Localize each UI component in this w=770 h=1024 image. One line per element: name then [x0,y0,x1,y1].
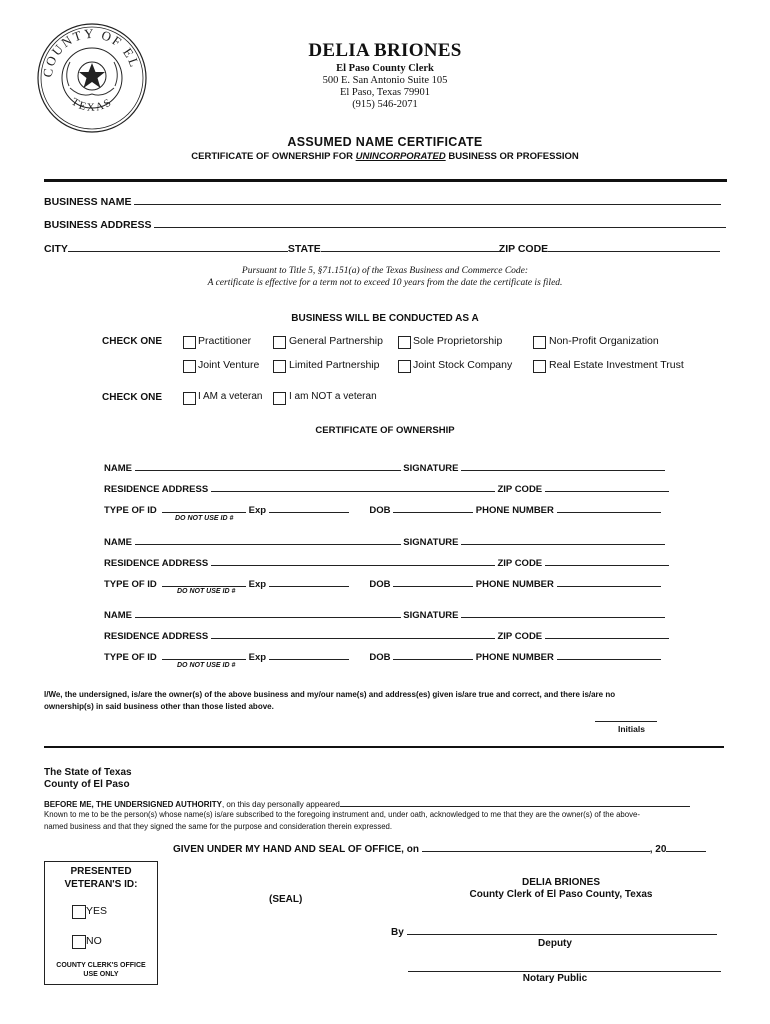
owner3-phone-label: PHONE NUMBER [475,652,554,663]
owner1-residence-row [104,482,669,495]
owner2-residence-field[interactable] [211,556,495,566]
seal-bottom-text: TEXAS [69,95,115,114]
owner1-residence-label: RESIDENCE ADDRESS [104,484,209,495]
owner2-signature-field[interactable] [461,535,665,545]
general-partnership-checkbox[interactable] [273,336,286,349]
given-date-field[interactable] [422,842,650,852]
clerk-title: El Paso County Clerk [336,63,434,74]
before-me-bold: BEFORE ME, THE UNDERSIGNED AUTHORITY [44,800,222,809]
owner2-name-field[interactable] [135,535,401,545]
office-no-label: NO [86,935,102,947]
practitioner-checkbox[interactable] [183,336,196,349]
owner3-id-field[interactable] [162,650,246,660]
veteran-no-label: I am NOT a veteran [289,391,377,402]
joint-stock-checkbox[interactable] [398,360,411,373]
check-one-label-1: CHECK ONE [102,336,163,347]
form-title: ASSUMED NAME CERTIFICATE [287,135,483,149]
zip-field[interactable] [548,242,720,252]
ownership-heading: CERTIFICATE OF OWNERSHIP [315,425,455,436]
owner2-name-row [104,535,665,548]
by-label: By [391,927,404,938]
city-field[interactable] [68,242,288,252]
year-field[interactable] [666,842,706,852]
sole-proprietorship-checkbox[interactable] [398,336,411,349]
limited-partnership-checkbox[interactable] [273,360,286,373]
business-address-row [44,218,726,231]
appeared-name-field[interactable] [340,799,690,807]
year-prefix: , 20 [649,844,667,855]
owner3-name-label: NAME [104,610,132,621]
known-line-2: named business and that they signed the same for the purpose and consideration therein expressed. [44,822,393,831]
clerk-phone: (915) 546-2071 [352,99,418,110]
veteran-yes-checkbox[interactable] [183,392,196,405]
owner1-dob-label: DOB [369,505,391,516]
owner2-id-field[interactable] [162,577,246,587]
city-state-zip-row [44,242,720,255]
owner1-signature-field[interactable] [461,461,665,471]
city-label: CITY [44,243,68,255]
given-under-row [173,842,706,855]
joint-venture-label: Joint Venture [198,359,260,371]
non-profit-checkbox[interactable] [533,336,546,349]
deputy-label: Deputy [538,938,572,949]
reit-checkbox[interactable] [533,360,546,373]
owner3-dob-label: DOB [369,652,391,663]
general-partnership-label: General Partnership [289,335,383,347]
form-subtitle [0,151,770,162]
owner2-phone-label: PHONE NUMBER [475,579,554,590]
statement-line-1: I/We, the undersigned, is/are the owner(s) of the above business and my/our name(s) and address(es) given is/are true and correct, and there is/are no [44,690,616,699]
owner3-name-field[interactable] [135,608,401,618]
state-of-texas: The State of Texas [44,767,132,778]
owner1-name-row [104,461,665,474]
reit-label: Real Estate Investment Trust [549,359,684,371]
state-label: STATE [287,243,321,255]
limited-partnership-label: Limited Partnership [289,359,380,371]
owner2-do-not-use: DO NOT USE ID # [177,588,236,595]
owner3-type-id-label: TYPE OF ID [104,652,157,663]
owner3-signature-label: SIGNATURE [403,610,459,621]
non-profit-label: Non-Profit Organization [549,335,659,347]
check-one-label-2: CHECK ONE [102,392,163,403]
owner2-type-id-label: TYPE OF ID [104,579,157,590]
owner1-signature-label: SIGNATURE [403,463,459,474]
owner3-exp-label: Exp [248,652,267,663]
seal-label: (SEAL) [269,894,303,905]
business-name-row [44,195,721,208]
owner3-name-row [104,608,665,621]
owner1-name-field[interactable] [135,461,401,471]
form-subtitle-after: BUSINESS OR PROFESSION [445,151,579,162]
owner2-exp-field[interactable] [269,577,349,587]
owner3-dob-field[interactable] [393,650,473,660]
owner1-type-id-label: TYPE OF ID [104,505,157,516]
form-subtitle-emph: UNINCORPORATED [355,151,446,162]
owner2-zip-label: ZIP CODE [497,558,543,569]
initials-field[interactable] [595,714,657,722]
owner3-phone-field[interactable] [557,650,661,660]
veteran-no-checkbox[interactable] [273,392,286,405]
seal-top-text: COUNTY OF EL [39,25,143,79]
pursuant-line-1: Pursuant to Title 5, §71.151(a) of the Texas Business and Commerce Code: [241,266,529,276]
owner2-residence-row [104,556,669,569]
owner1-name-label: NAME [104,463,132,474]
business-address-field[interactable] [154,218,726,228]
before-me-row [44,799,690,809]
owner1-dob-field[interactable] [393,503,473,513]
joint-stock-label: Joint Stock Company [413,359,513,371]
clerk-name: DELIA BRIONES [308,40,462,61]
owner1-residence-field[interactable] [211,482,495,492]
statement-line-2: ownership(s) in said business other than those listed above. [44,702,274,711]
owner3-zip-label: ZIP CODE [497,631,543,642]
owner1-phone-field[interactable] [557,503,661,513]
conducted-heading: BUSINESS WILL BE CONDUCTED AS A [291,313,479,324]
owner1-phone-label: PHONE NUMBER [475,505,554,516]
owner3-zip-field[interactable] [545,629,669,639]
owner1-id-field[interactable] [162,503,246,513]
by-row [391,925,717,938]
owner2-phone-field[interactable] [557,577,661,587]
owner2-dob-field[interactable] [393,577,473,587]
owner2-dob-label: DOB [369,579,391,590]
clerk-address-2: El Paso, Texas 79901 [339,87,431,98]
owner3-signature-field[interactable] [461,608,665,618]
owner2-name-label: NAME [104,537,132,548]
section-divider [44,746,724,748]
given-under-label: GIVEN UNDER MY HAND AND SEAL OF OFFICE, on [173,844,419,855]
office-use-line-1: COUNTY CLERK'S OFFICE [56,962,146,969]
office-yes-label: YES [86,905,108,917]
office-use-line-2: USE ONLY [83,971,119,978]
sole-proprietorship-label: Sole Proprietorship [413,335,503,347]
veteran-id-label: VETERAN'S ID: [64,879,138,890]
business-name-field[interactable] [134,195,721,205]
deputy-signature-field[interactable] [407,925,717,935]
state-field[interactable] [321,242,499,252]
owner3-residence-row [104,629,669,642]
owner3-do-not-use: DO NOT USE ID # [177,662,236,669]
business-name-label: BUSINESS NAME [44,196,132,208]
owner1-exp-label: Exp [248,505,267,516]
owner2-signature-label: SIGNATURE [403,537,459,548]
practitioner-label: Practitioner [198,335,252,347]
notary-signature-field[interactable] [408,962,721,972]
pursuant-line-2: A certificate is effective for a term not to exceed 10 years from the date the certificate is filed. [207,278,563,288]
office-yes-checkbox[interactable] [72,905,86,919]
form-subtitle-before: CERTIFICATE OF OWNERSHIP FOR [191,151,356,162]
clerk-address-1: 500 E. San Antonio Suite 105 [322,75,448,86]
owner1-zip-label: ZIP CODE [497,484,543,495]
owner1-exp-field[interactable] [269,503,349,513]
owner2-zip-field[interactable] [545,556,669,566]
owner3-residence-label: RESIDENCE ADDRESS [104,631,209,642]
signoff-clerk-name: DELIA BRIONES [522,877,600,888]
presented-label: PRESENTED [70,866,132,877]
business-address-label: BUSINESS ADDRESS [44,219,152,231]
owner2-exp-label: Exp [248,579,267,590]
zip-label: ZIP CODE [498,243,549,255]
veteran-yes-label: I AM a veteran [198,391,263,402]
office-no-checkbox[interactable] [72,935,86,949]
header-divider [44,179,727,182]
owner3-exp-field[interactable] [269,650,349,660]
owner1-zip-field[interactable] [545,482,669,492]
owner2-residence-label: RESIDENCE ADDRESS [104,558,209,569]
owner3-residence-field[interactable] [211,629,495,639]
initials-label: Initials [618,724,645,734]
county-of-el-paso: County of El Paso [44,779,130,790]
owner1-do-not-use: DO NOT USE ID # [175,515,234,522]
signoff-clerk-title: County Clerk of El Paso County, Texas [469,889,653,900]
before-me-rest: , on this day personally appeared [221,800,340,809]
joint-venture-checkbox[interactable] [183,360,196,373]
notary-label: Notary Public [522,973,588,984]
known-line-1: Known to me to be the person(s) whose name(s) is/are subscribed to the foregoing instrument and, under oath, acknowledged to me that they are the owner(s) of the above- [44,810,640,819]
